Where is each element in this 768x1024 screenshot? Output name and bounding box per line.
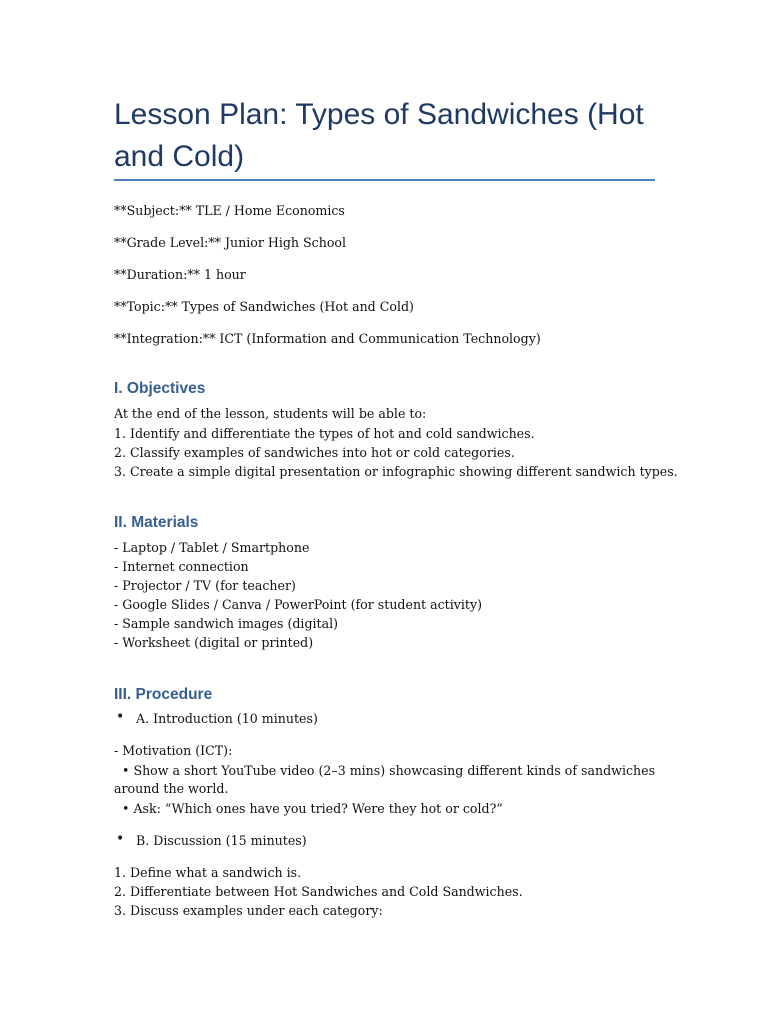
materials-heading: II. Materials [114,514,199,531]
objectives-line: 1. Identify and differentiate the types of hot and cold sandwiches. [114,426,535,441]
intro-line: - Motivation (ICT): [114,743,233,758]
objectives-line: 2. Classify examples of sandwiches into hot or cold categories. [114,445,515,460]
page-title: Lesson Plan: Types of Sandwiches (Hot and Cold) [114,98,644,173]
objectives-line: At the end of the lesson, students will be able to: [114,406,427,421]
discussion-line: 1. Define what a sandwich is. [114,865,302,880]
intro-line: around the world. [114,781,229,796]
objectives-line: 3. Create a simple digital presentation or infographic showing different sandwich types. [114,464,678,479]
title-underline [114,179,655,181]
intro-line: • Ask: “Which ones have you tried? Were they hot or cold?” [114,801,503,816]
objectives-heading: I. Objectives [114,380,206,397]
materials-line: - Laptop / Tablet / Smartphone [114,540,310,555]
materials-line: - Google Slides / Canva / PowerPoint (for student activity) [114,597,482,612]
materials-line: - Worksheet (digital or printed) [114,635,314,650]
bullet-label: A. Introduction (10 minutes) [136,711,318,726]
meta-duration: **Duration:** 1 hour [114,267,246,282]
meta-integration: **Integration:** ICT (Information and Communication Technology) [114,331,541,346]
discussion-line: 3. Discuss examples under each category: [114,903,383,918]
materials-line: - Internet connection [114,559,249,574]
meta-topic: **Topic:** Types of Sandwiches (Hot and Cold) [114,299,414,314]
bullet-label: B. Discussion (15 minutes) [136,833,307,848]
meta-grade-level: **Grade Level:** Junior High School [114,235,347,250]
materials-line: - Sample sandwich images (digital) [114,616,339,631]
bullet-icon: • [116,709,125,725]
materials-line: - Projector / TV (for teacher) [114,578,296,593]
procedure-heading: III. Procedure [114,686,213,703]
discussion-line: 2. Differentiate between Hot Sandwiches and Cold Sandwiches. [114,884,523,899]
bullet-icon: • [116,831,125,847]
meta-subject: **Subject:** TLE / Home Economics [114,203,345,218]
intro-line: • Show a short YouTube video (2–3 mins) showcasing different kinds of sandwiches [114,763,656,778]
